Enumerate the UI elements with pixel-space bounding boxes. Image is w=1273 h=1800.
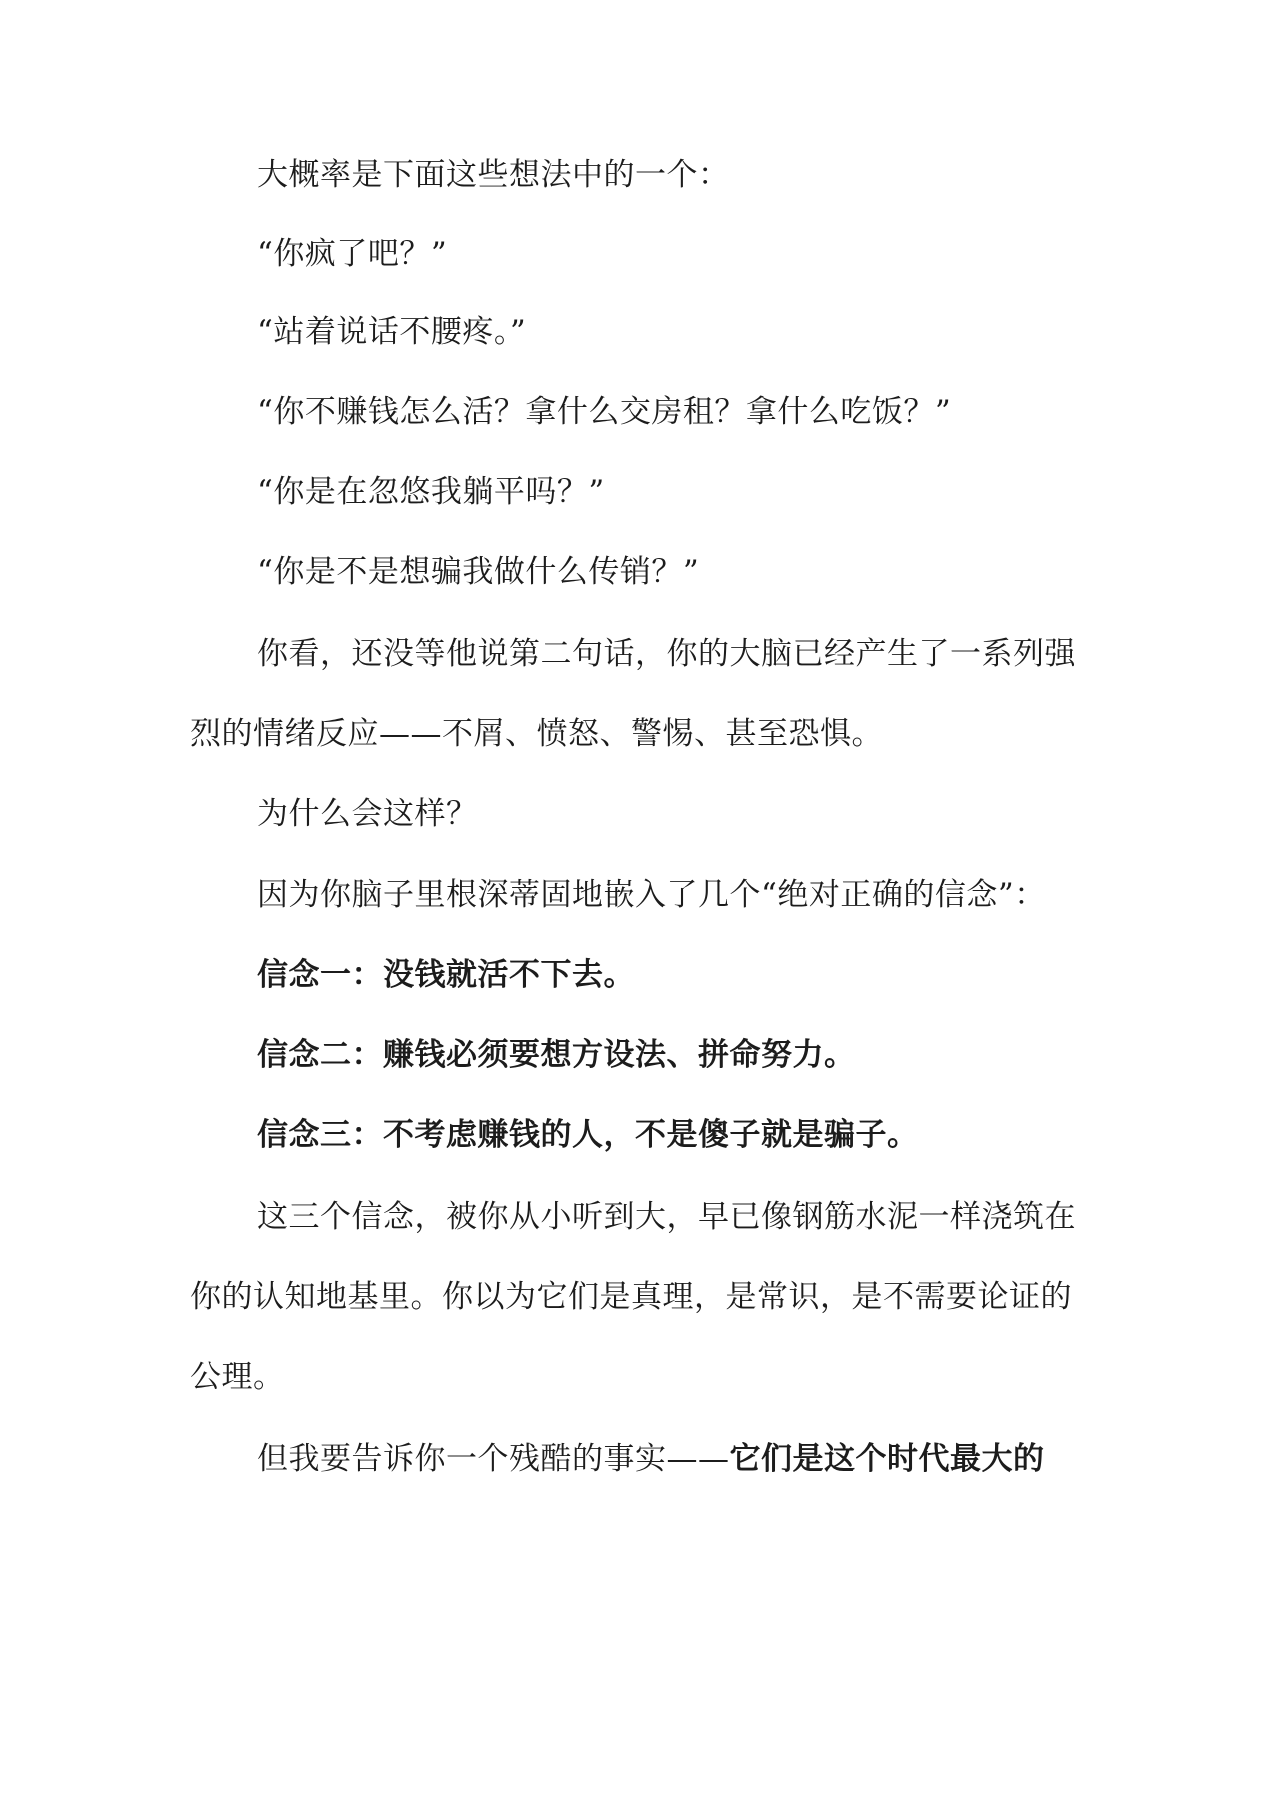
paragraph-beliefs-line2: 你的认知地基里。你以为它们是真理，是常识，是不需要论证的 [190, 1279, 1072, 1315]
quote-1: “你疯了吧？” [257, 236, 448, 272]
belief-2: 信念二：赚钱必须要想方设法、拼命努力。 [257, 1037, 856, 1073]
quote-4: “你是在忽悠我躺平吗？” [257, 474, 605, 510]
paragraph-intro: 大概率是下面这些想法中的一个： [257, 157, 730, 193]
paragraph-why: 为什么会这样？ [257, 796, 478, 832]
paragraph-reaction-line2: 烈的情绪反应——不屑、愤怒、警惕、甚至恐惧。 [190, 716, 883, 752]
quote-2: “站着说话不腰疼。” [257, 314, 527, 350]
paragraph-because: 因为你脑子里根深蒂固地嵌入了几个“绝对正确的信念”： [257, 877, 1046, 913]
paragraph-beliefs-line3: 公理。 [190, 1359, 285, 1395]
quote-5: “你是不是想骗我做什么传销？” [257, 554, 700, 590]
belief-1: 信念一：没钱就活不下去。 [257, 957, 635, 993]
paragraph-reaction-line1: 你看，还没等他说第二句话，你的大脑已经产生了一系列强 [257, 636, 1076, 672]
paragraph-fact-normal: 但我要告诉你一个残酷的事实—— [257, 1441, 730, 1477]
paragraph-fact-bold: 它们是这个时代最大的 [729, 1441, 1045, 1477]
belief-3: 信念三：不考虑赚钱的人，不是傻子就是骗子。 [257, 1117, 919, 1153]
quote-3: “你不赚钱怎么活？拿什么交房租？拿什么吃饭？” [257, 394, 952, 430]
paragraph-fact [257, 1437, 1157, 1481]
paragraph-beliefs-line1: 这三个信念，被你从小听到大，早已像钢筋水泥一样浇筑在 [257, 1199, 1076, 1235]
